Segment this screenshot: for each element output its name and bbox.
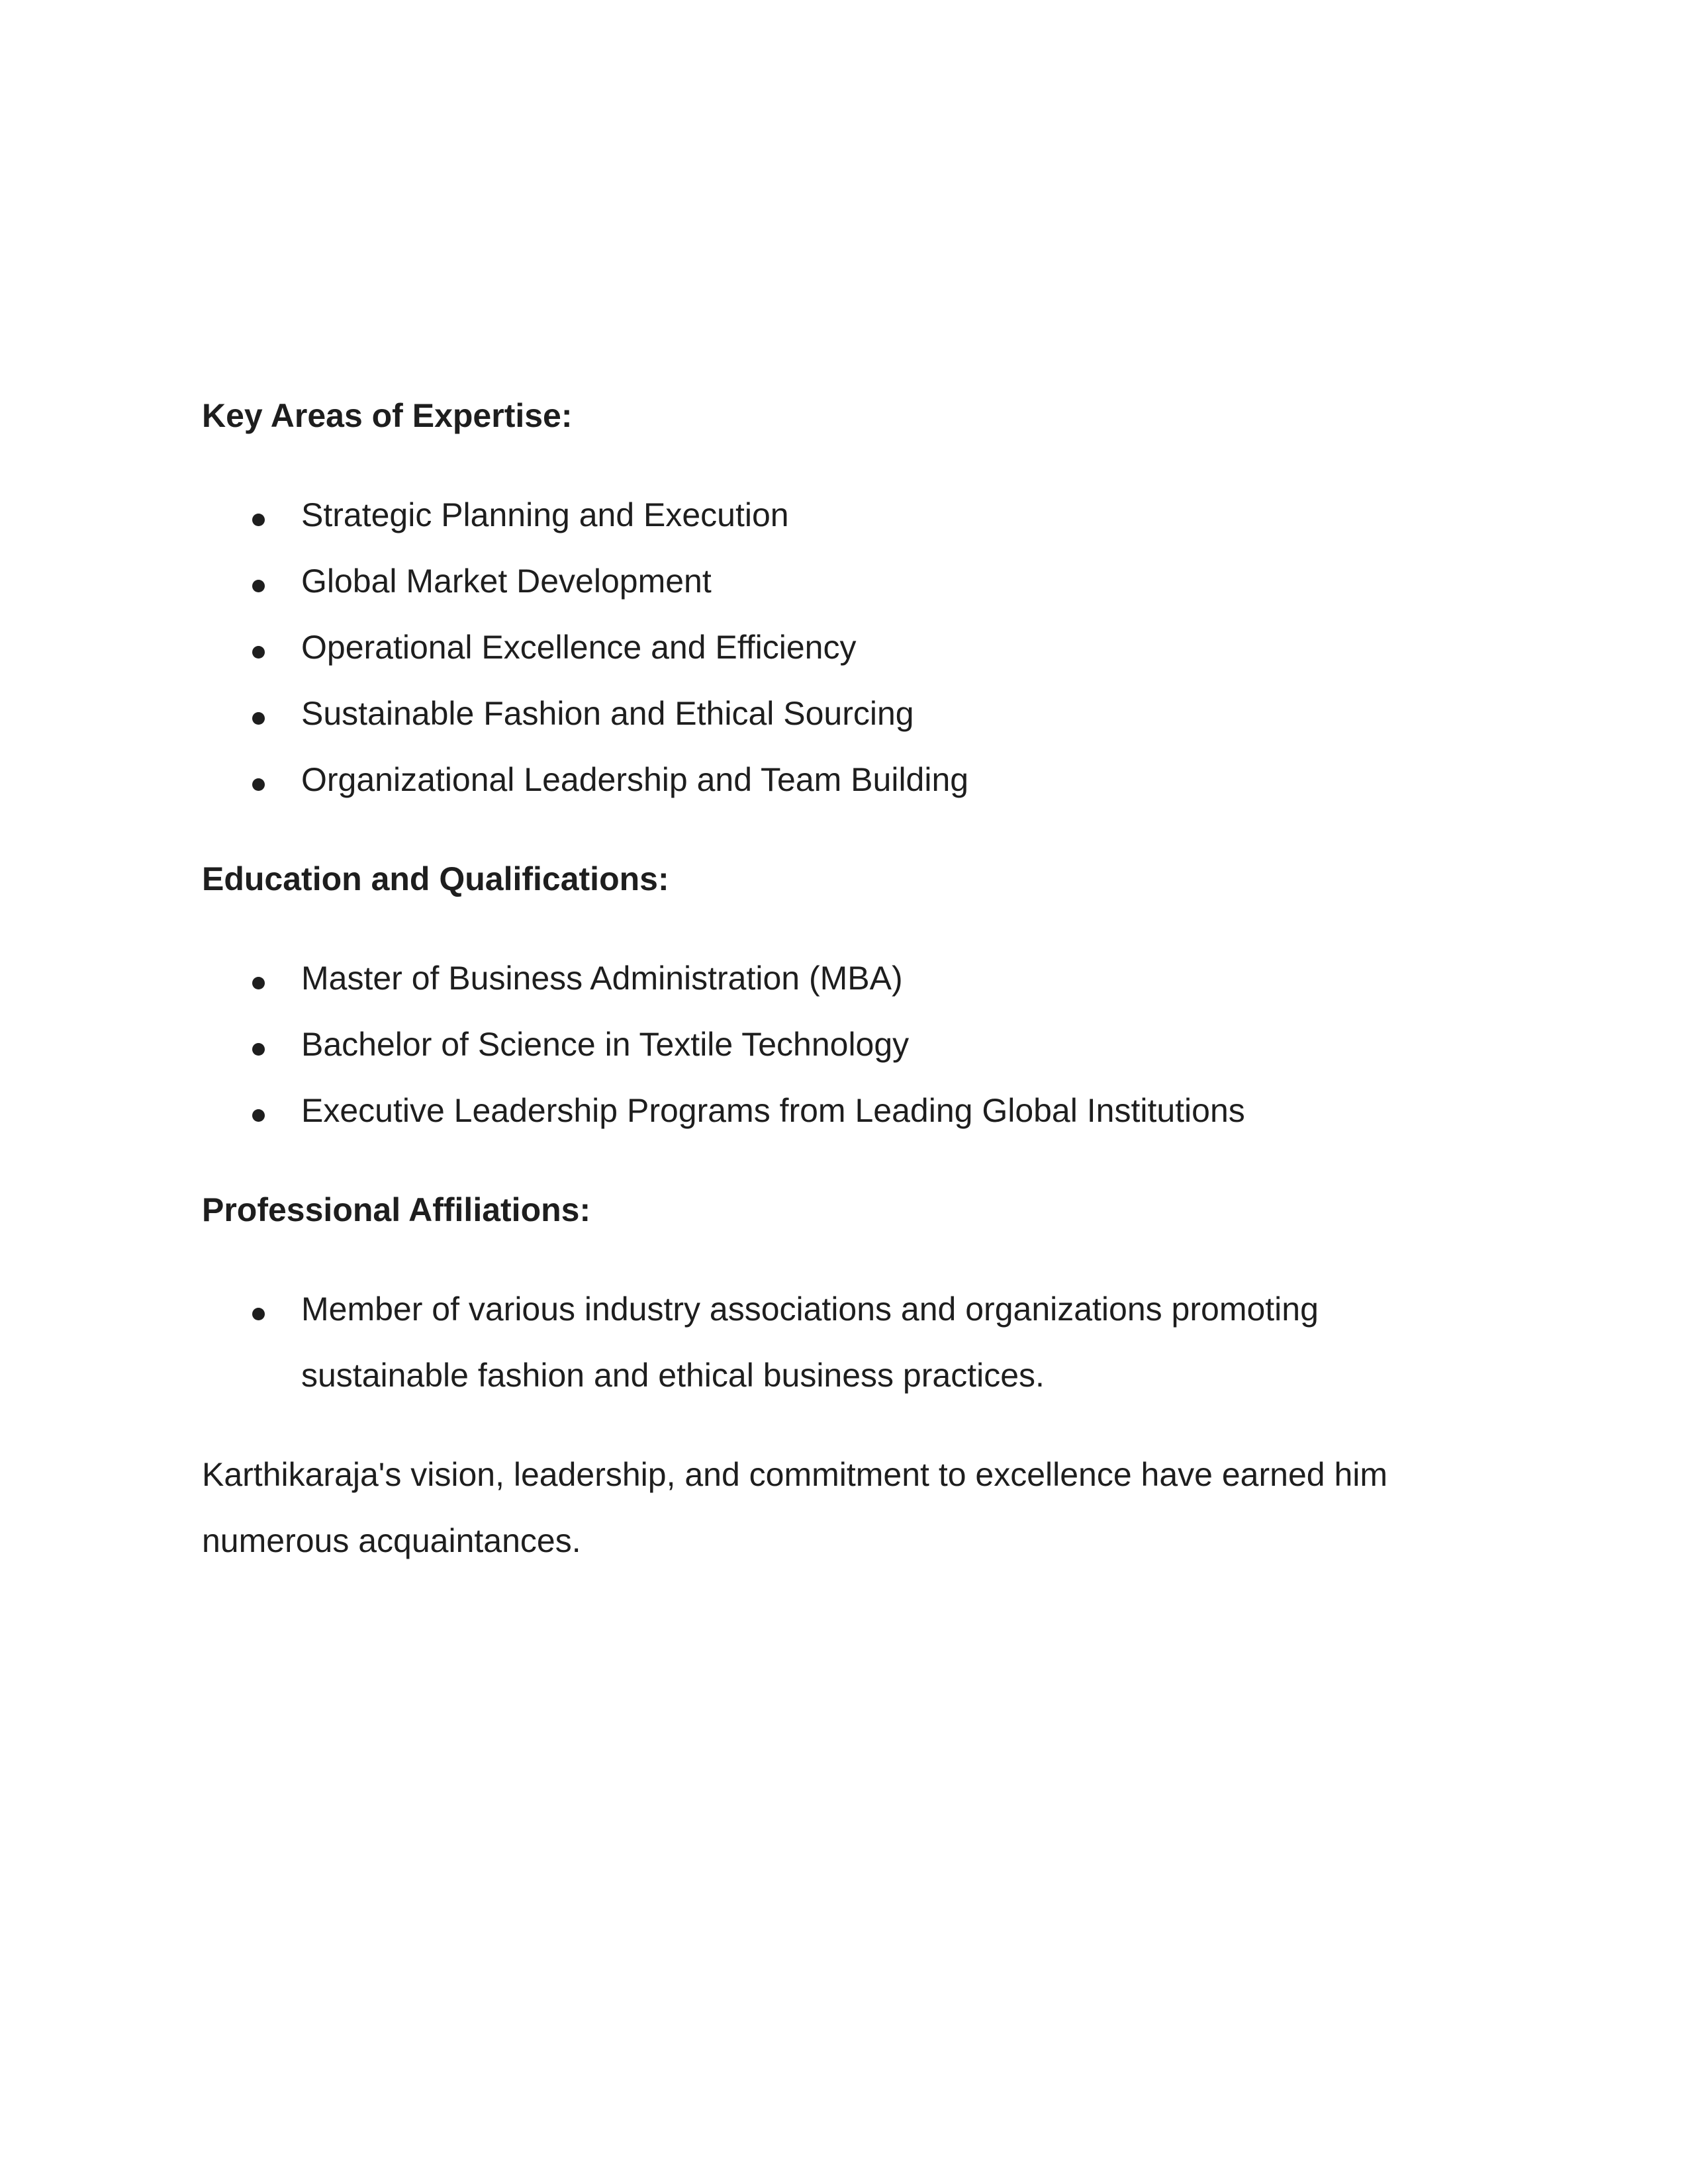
bullet-icon <box>252 1109 265 1122</box>
list-item <box>202 680 1489 747</box>
list-item-text: Organizational Leadership and Team Building <box>301 761 969 798</box>
bullet-icon <box>252 514 265 526</box>
bullet-icon <box>252 580 265 592</box>
list-item <box>202 1077 1489 1144</box>
list-item-text: Sustainable Fashion and Ethical Sourcing <box>301 695 914 732</box>
list-item <box>202 1276 1489 1408</box>
bullet-icon <box>252 712 265 725</box>
bullet-icon <box>252 646 265 659</box>
list-item <box>202 747 1489 813</box>
bullet-icon <box>252 977 265 989</box>
bullet-icon <box>252 1043 265 1056</box>
list-item <box>202 1011 1489 1077</box>
list-item-text: Operational Excellence and Efficiency <box>301 629 857 666</box>
closing-paragraph: Karthikaraja's vision, leadership, and commitment to excellence have earned him numerous acquaintances. <box>202 1456 1388 1559</box>
list-item-text: Global Market Development <box>301 563 712 600</box>
list-item <box>202 548 1489 614</box>
list-item <box>202 945 1489 1011</box>
section-heading-education: Education and Qualifications: <box>202 860 669 897</box>
list-item <box>202 482 1489 548</box>
bullet-icon <box>252 1308 265 1320</box>
list-item-text: Member of various industry associations and organizations promoting sustainable fashion and ethical business practices. <box>301 1291 1319 1394</box>
list-item-text: Master of Business Administration (MBA) <box>301 960 903 997</box>
section-key-areas-of-expertise <box>202 383 1489 813</box>
list-item-text: Bachelor of Science in Textile Technology <box>301 1026 910 1063</box>
section-heading-key-areas: Key Areas of Expertise: <box>202 397 573 434</box>
list-item <box>202 614 1489 680</box>
bullet-list-key-areas <box>202 482 1489 813</box>
bullet-list-affiliations <box>202 1276 1489 1408</box>
list-item-text: Strategic Planning and Execution <box>301 496 789 533</box>
bullet-icon <box>252 778 265 791</box>
section-heading-affiliations: Professional Affiliations: <box>202 1191 591 1228</box>
list-item-text: Executive Leadership Programs from Leading Global Institutions <box>301 1092 1245 1129</box>
section-education-and-qualifications <box>202 846 1489 1144</box>
section-professional-affiliations <box>202 1177 1489 1408</box>
bullet-list-education <box>202 945 1489 1144</box>
